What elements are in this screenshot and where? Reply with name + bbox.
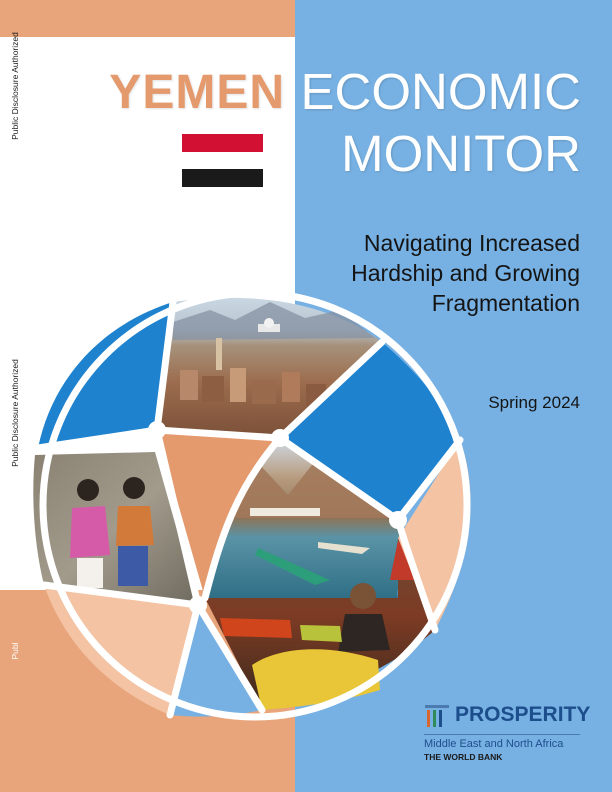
logo-prosperity-text: PROSPERITY [455,703,591,726]
yemen-flag [182,134,263,187]
mark-bar-left [427,710,430,727]
flag-stripe-white [182,152,263,170]
flag-stripe-red [182,134,263,152]
mark-bar-right [439,710,442,727]
collage-node [189,596,207,614]
subtitle-line-3: Fragmentation [431,290,580,316]
mark-bar-top [425,705,449,708]
title-yemen: YEMEN [109,66,285,119]
photo-collage-circle [30,280,480,730]
title-monitor: MONITOR [341,125,581,182]
collage-node [271,429,289,447]
orange-band-top [0,0,295,37]
collage-node [389,511,407,529]
mark-bar-middle [433,710,436,727]
subtitle-line-1: Navigating Increased [363,230,580,256]
prosperity-mark-icon [424,703,450,729]
logo-divider [424,734,580,735]
logo-world-bank-text: THE WORLD BANK [424,752,503,762]
title-economic: ECONOMIC [300,63,581,120]
subtitle-line-2: Hardship and Growing [351,260,580,286]
collage-node [148,421,166,439]
edition-date: Spring 2024 [488,393,580,412]
flag-stripe-black [182,169,263,187]
logo-region-text: Middle East and North Africa [424,738,564,750]
